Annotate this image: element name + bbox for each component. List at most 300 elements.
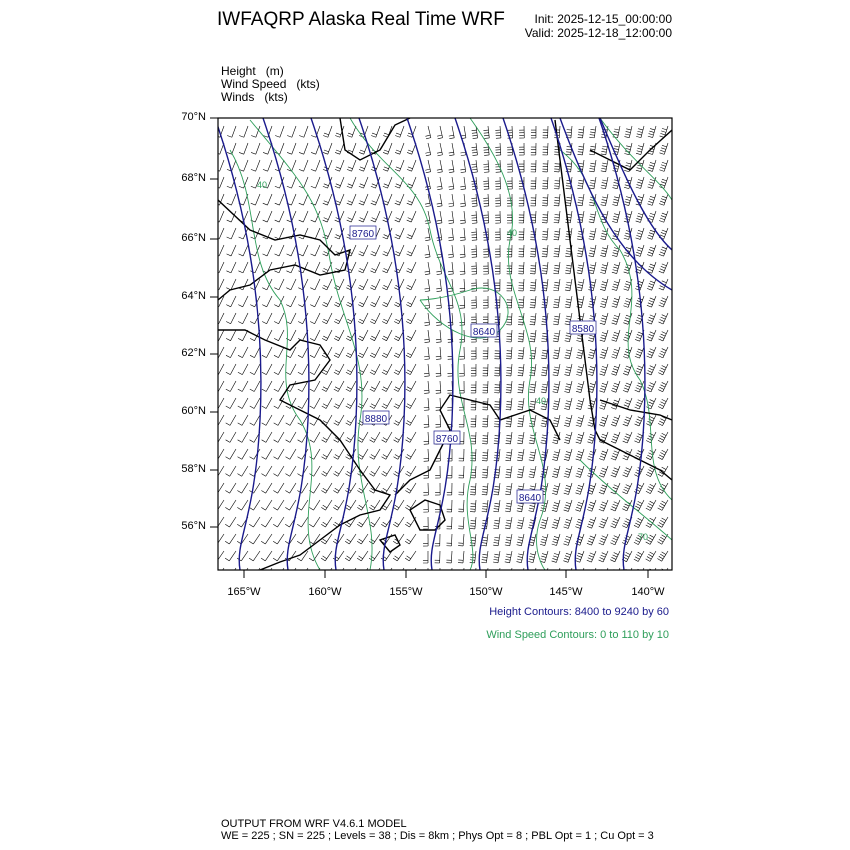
wind-barb bbox=[553, 347, 560, 359]
wind-barb bbox=[601, 194, 608, 206]
wind-barb bbox=[435, 483, 440, 495]
wind-barb bbox=[517, 398, 524, 410]
wind-barb bbox=[647, 279, 656, 290]
wind-barb bbox=[552, 466, 560, 478]
wind-barb bbox=[238, 313, 248, 324]
wind-barb bbox=[226, 262, 236, 273]
height-contour bbox=[599, 118, 645, 570]
wind-barb bbox=[647, 262, 656, 273]
wind-barb bbox=[587, 500, 596, 511]
wind-barb bbox=[406, 381, 416, 392]
height-contour bbox=[215, 118, 261, 570]
lon-tick-label: 150°W bbox=[469, 586, 503, 598]
wind-barb bbox=[552, 415, 560, 427]
wind-barb bbox=[471, 245, 476, 257]
height-label: 8580 bbox=[571, 324, 595, 335]
wind-barb bbox=[470, 449, 476, 461]
wind-barb bbox=[359, 245, 368, 256]
wind-barb bbox=[369, 466, 380, 476]
wind-barb bbox=[334, 381, 344, 392]
wind-barb bbox=[519, 126, 524, 138]
wind-barb bbox=[495, 126, 501, 138]
wind-barb bbox=[425, 126, 430, 139]
wind-barb bbox=[273, 483, 284, 493]
wind-barb bbox=[311, 245, 320, 256]
wind-barb bbox=[554, 194, 560, 206]
wind-barb bbox=[623, 415, 632, 426]
wind-barb bbox=[518, 381, 524, 393]
wind-barb bbox=[299, 245, 308, 256]
wind-barb bbox=[275, 211, 284, 222]
wind-barb bbox=[299, 126, 308, 137]
wind-barb bbox=[249, 551, 260, 561]
wind-barb bbox=[647, 296, 656, 307]
wind-barb bbox=[273, 517, 284, 527]
wind-barb bbox=[482, 466, 488, 478]
wind-barb bbox=[287, 126, 296, 137]
wind-barb bbox=[495, 245, 500, 257]
wind-barb bbox=[506, 398, 512, 410]
wind-barb bbox=[447, 398, 452, 410]
wind-barb bbox=[424, 432, 429, 444]
wind-barb bbox=[262, 381, 272, 392]
wind-contour bbox=[600, 118, 672, 200]
wind-barb bbox=[382, 262, 392, 273]
wind-barb bbox=[482, 483, 488, 495]
wind-barb bbox=[505, 483, 512, 495]
wind-barb bbox=[635, 245, 644, 256]
wind-barb bbox=[250, 364, 260, 375]
wind-barb bbox=[238, 381, 248, 392]
wind-barb bbox=[425, 279, 430, 292]
wind-barb bbox=[382, 313, 392, 324]
wind-barb bbox=[321, 500, 332, 510]
wind-barb bbox=[495, 211, 500, 223]
wind-barb bbox=[322, 330, 332, 341]
wind-barb bbox=[494, 347, 500, 359]
wind-barb bbox=[358, 398, 368, 408]
wind-barb bbox=[530, 262, 536, 274]
field-unit: (m) bbox=[265, 64, 284, 78]
wind-barb bbox=[471, 296, 476, 308]
wind-contour bbox=[250, 120, 372, 570]
wind-barb bbox=[611, 449, 620, 460]
wind-barb bbox=[358, 279, 368, 290]
wind-barb bbox=[406, 330, 416, 341]
wind-barb bbox=[251, 126, 260, 137]
wind-barb bbox=[599, 381, 608, 392]
wind-barb bbox=[460, 177, 465, 190]
wind-barb bbox=[285, 466, 296, 476]
wind-barb bbox=[611, 415, 620, 426]
wind-barb bbox=[370, 364, 380, 375]
wind-barb bbox=[286, 296, 296, 307]
field-unit: (kts) bbox=[264, 90, 288, 104]
wind-barb bbox=[249, 483, 260, 493]
wind-barb bbox=[648, 126, 656, 138]
wind-barb bbox=[588, 347, 596, 359]
wind-barb bbox=[359, 194, 368, 205]
wind-barb bbox=[577, 279, 584, 291]
wind-barb bbox=[262, 347, 272, 358]
wind-barb bbox=[577, 194, 584, 206]
wind-barb bbox=[274, 432, 284, 442]
wind-barb bbox=[346, 364, 356, 375]
wind-barb bbox=[448, 262, 453, 274]
wind-barb bbox=[449, 143, 454, 156]
wind-barb bbox=[611, 381, 620, 392]
wind-barb bbox=[369, 534, 380, 544]
wind-barb bbox=[529, 466, 536, 478]
wind-barb bbox=[370, 313, 380, 324]
wind-barb bbox=[425, 143, 430, 156]
wind-barb bbox=[225, 517, 236, 527]
wind-barb bbox=[358, 449, 368, 459]
wind-barb bbox=[599, 534, 608, 545]
wind-barb bbox=[530, 245, 536, 257]
wind-barb bbox=[249, 517, 260, 527]
lat-tick-label: 58°N bbox=[181, 463, 206, 475]
wind-barb bbox=[517, 466, 524, 478]
wind-barb bbox=[482, 449, 488, 461]
wind-barb bbox=[213, 466, 224, 476]
lat-tick-label: 64°N bbox=[181, 290, 206, 302]
wind-barb bbox=[634, 551, 644, 562]
wind-barb bbox=[437, 194, 442, 207]
wind-barb bbox=[395, 211, 404, 222]
wind-barb bbox=[647, 194, 656, 205]
wind-barb bbox=[554, 177, 560, 189]
wind-barb bbox=[446, 534, 452, 546]
wind-barb bbox=[239, 126, 248, 137]
wind-barb bbox=[346, 415, 356, 425]
wind-barb bbox=[238, 432, 248, 442]
wind-barb bbox=[322, 313, 332, 324]
wind-barb bbox=[564, 398, 572, 410]
wind-barb bbox=[636, 211, 644, 222]
wind-barb bbox=[553, 313, 560, 325]
wind-barb bbox=[517, 415, 524, 427]
wind-barb bbox=[299, 194, 308, 205]
wind-barb bbox=[553, 296, 560, 308]
wind-barb bbox=[542, 228, 548, 240]
wind-barb bbox=[646, 483, 656, 494]
wind-barb bbox=[405, 534, 416, 544]
wind-barb bbox=[610, 517, 620, 528]
wind-barb bbox=[471, 347, 476, 359]
wind-barb bbox=[636, 126, 644, 138]
wind-barb bbox=[371, 211, 380, 222]
wind-barb bbox=[518, 245, 524, 257]
wind-barb bbox=[406, 364, 416, 375]
wind-barb bbox=[565, 262, 572, 274]
wind-barb bbox=[506, 364, 512, 376]
wind-barb bbox=[460, 228, 465, 240]
wind-barb bbox=[425, 262, 430, 275]
wind-barb bbox=[658, 330, 668, 341]
wind-barb bbox=[369, 500, 380, 510]
wind-barb bbox=[460, 262, 465, 274]
footer-config: WE = 225 ; SN = 225 ; Levels = 38 ; Dis = 8km ; Phys Opt = 8 ; PBL Opt = 1 ; Cu Opt = 3 bbox=[221, 830, 654, 842]
wind-barb bbox=[322, 381, 332, 392]
wind-barb bbox=[519, 194, 524, 206]
wind-barb bbox=[286, 262, 296, 273]
wind-barb bbox=[648, 177, 656, 188]
wind-barb bbox=[286, 313, 296, 324]
wind-barb bbox=[518, 364, 524, 376]
wind-barb bbox=[226, 296, 236, 307]
wind-barb bbox=[531, 177, 536, 189]
wind-barb bbox=[227, 194, 236, 205]
wind-barb bbox=[647, 245, 656, 256]
wind-barb bbox=[250, 296, 260, 307]
wind-barb bbox=[214, 432, 224, 442]
wind-barb bbox=[472, 143, 478, 156]
wind-barb bbox=[553, 330, 560, 342]
wind-barb bbox=[371, 126, 380, 137]
wind-barb bbox=[483, 364, 488, 376]
wind-barb bbox=[564, 483, 572, 494]
wind-label: 40 bbox=[535, 396, 547, 406]
lat-tick-label: 70°N bbox=[181, 111, 206, 123]
wind-barb bbox=[517, 517, 524, 529]
wind-barb bbox=[518, 347, 524, 359]
wind-barb bbox=[458, 483, 464, 495]
wind-barb bbox=[447, 517, 452, 529]
coast-line bbox=[600, 400, 672, 420]
wind-barb bbox=[612, 194, 620, 206]
wind-barb bbox=[435, 415, 440, 427]
wind-barb bbox=[648, 160, 656, 171]
wind-barb bbox=[494, 398, 500, 410]
wind-barb bbox=[287, 245, 296, 256]
wind-barb bbox=[261, 500, 272, 510]
wind-barb bbox=[322, 279, 332, 290]
wind-barb bbox=[659, 143, 668, 154]
wind-barb bbox=[483, 126, 489, 138]
wind-barb bbox=[471, 262, 476, 274]
wind-barb bbox=[564, 364, 572, 376]
wind-barb bbox=[530, 296, 536, 308]
wind-barb bbox=[310, 296, 320, 307]
wind-barb bbox=[309, 517, 320, 527]
wind-barb bbox=[435, 534, 440, 546]
wind-barb bbox=[334, 347, 344, 358]
wind-barb bbox=[530, 279, 536, 291]
wind-barb bbox=[447, 364, 452, 376]
wind-barb bbox=[600, 364, 608, 375]
wind-barb bbox=[647, 313, 656, 324]
wind-barb bbox=[470, 432, 476, 444]
wind-barb bbox=[611, 466, 620, 477]
wind-barb bbox=[495, 194, 500, 206]
wind-barb bbox=[214, 449, 224, 459]
wind-barb bbox=[262, 313, 272, 324]
wind-barb bbox=[553, 262, 560, 274]
wind-barb bbox=[447, 381, 452, 393]
wind-barb bbox=[578, 126, 584, 138]
wind-barb bbox=[395, 177, 404, 188]
wind-barb bbox=[635, 347, 644, 358]
wind-barb bbox=[423, 500, 428, 512]
wind-barb bbox=[483, 245, 488, 257]
wind-barb bbox=[576, 432, 584, 443]
wind-barb bbox=[333, 500, 344, 510]
wind-barb bbox=[565, 347, 572, 359]
wind-barb bbox=[406, 398, 416, 408]
wind-barb bbox=[599, 500, 608, 511]
wind-barb bbox=[226, 398, 236, 408]
wind-barb bbox=[424, 364, 429, 376]
wind-barb bbox=[460, 279, 465, 291]
wind-barb bbox=[227, 228, 236, 239]
wind-barb bbox=[345, 534, 356, 544]
wind-barb bbox=[459, 364, 464, 376]
wind-barb bbox=[575, 500, 584, 511]
wind-barb bbox=[322, 432, 332, 442]
wind-barb bbox=[636, 228, 644, 239]
wind-barb bbox=[658, 449, 668, 460]
wind-barb bbox=[298, 364, 308, 375]
wind-barb bbox=[448, 194, 453, 207]
wind-barb bbox=[636, 143, 644, 155]
wind-barb bbox=[483, 194, 489, 206]
wind-barb bbox=[531, 143, 536, 155]
wind-barb bbox=[587, 534, 596, 545]
wind-barb bbox=[406, 313, 416, 324]
wind-barb bbox=[310, 381, 320, 392]
wind-barb bbox=[623, 347, 632, 358]
wind-barb bbox=[530, 313, 536, 325]
wind-barb bbox=[346, 381, 356, 392]
wind-barb bbox=[286, 364, 296, 375]
wind-barb bbox=[214, 262, 224, 273]
wind-barb bbox=[333, 483, 344, 493]
wind-barb bbox=[612, 313, 620, 324]
lon-tick-label: 140°W bbox=[631, 586, 665, 598]
wind-barb bbox=[261, 483, 272, 493]
wind-barb bbox=[370, 449, 380, 459]
wind-barb bbox=[274, 449, 284, 459]
wind-barb bbox=[530, 194, 536, 206]
wind-barb bbox=[646, 500, 656, 511]
wind-barb bbox=[322, 398, 332, 408]
wind-barb bbox=[335, 177, 344, 188]
wind-barb bbox=[576, 347, 584, 359]
wind-barb bbox=[601, 177, 608, 189]
height-label: 8880 bbox=[364, 414, 388, 425]
wind-barb bbox=[370, 262, 380, 273]
wind-barb bbox=[658, 347, 668, 358]
wind-barb bbox=[382, 296, 392, 307]
wind-barb bbox=[576, 364, 584, 376]
wind-barb bbox=[542, 262, 548, 274]
wind-barb bbox=[471, 211, 477, 223]
wind-barb bbox=[261, 466, 272, 476]
wind-barb bbox=[406, 262, 416, 273]
wind-barb bbox=[371, 194, 380, 205]
wind-contour bbox=[350, 118, 473, 570]
wind-barb bbox=[566, 194, 572, 206]
wind-barb bbox=[297, 517, 308, 527]
wind-barb bbox=[612, 245, 620, 257]
wind-barb bbox=[425, 245, 430, 258]
wind-barb bbox=[215, 245, 224, 256]
wind-barb bbox=[600, 228, 608, 240]
wind-barb bbox=[238, 364, 248, 375]
wind-barb bbox=[405, 466, 416, 476]
wind-barb bbox=[458, 517, 464, 529]
wind-barb bbox=[460, 194, 465, 207]
wind-barb bbox=[471, 313, 476, 325]
wind-barb bbox=[542, 177, 548, 189]
wind-barb bbox=[227, 126, 236, 137]
wind-barb bbox=[540, 534, 548, 546]
wind-barb bbox=[275, 143, 284, 154]
lon-tick-label: 160°W bbox=[308, 586, 342, 598]
wind-barb bbox=[483, 262, 488, 274]
lat-tick-label: 62°N bbox=[181, 347, 206, 359]
wind-barb bbox=[250, 398, 260, 408]
wind-barb bbox=[518, 279, 524, 291]
wind-barb bbox=[447, 500, 452, 512]
wind-barb bbox=[371, 245, 380, 256]
wind-barb bbox=[238, 296, 248, 307]
wind-barb bbox=[382, 432, 392, 442]
wind-barb bbox=[599, 551, 608, 562]
wind-barb bbox=[358, 262, 368, 273]
wind-barb bbox=[321, 551, 332, 561]
wind-barb bbox=[658, 381, 668, 392]
wind-barb bbox=[564, 449, 572, 461]
wind-barb bbox=[600, 347, 608, 358]
wind-contour-legend: Wind Speed Contours: 0 to 110 by 10 bbox=[486, 629, 669, 641]
wind-barb bbox=[215, 228, 224, 239]
wind-barb bbox=[624, 194, 632, 206]
wind-barb bbox=[261, 551, 272, 561]
wind-barb bbox=[659, 160, 668, 171]
wind-barb bbox=[239, 143, 248, 154]
wind-barb bbox=[226, 330, 236, 341]
wind-barb bbox=[407, 245, 416, 256]
wind-label: 40 bbox=[256, 180, 268, 190]
wind-barb bbox=[423, 551, 428, 563]
wind-barb bbox=[214, 398, 224, 408]
wind-barb bbox=[449, 177, 454, 190]
wind-barb bbox=[658, 517, 668, 527]
wind-barb bbox=[263, 211, 272, 222]
wind-barb bbox=[635, 415, 644, 426]
wind-barb bbox=[274, 364, 284, 375]
wind-barb bbox=[311, 143, 320, 154]
wind-barb bbox=[435, 551, 440, 563]
wind-barb bbox=[214, 296, 224, 307]
wind-barb bbox=[658, 432, 668, 443]
wind-barb bbox=[275, 126, 284, 137]
wind-barb bbox=[646, 415, 656, 426]
wind-barb bbox=[483, 347, 488, 359]
wind-barb bbox=[658, 364, 668, 375]
wind-barb bbox=[285, 500, 296, 510]
wind-barb bbox=[262, 364, 272, 375]
wind-barb bbox=[554, 228, 560, 240]
wind-barb bbox=[460, 296, 465, 308]
wind-barb bbox=[589, 211, 596, 223]
wind-barb bbox=[323, 211, 332, 222]
wind-barb bbox=[482, 415, 488, 427]
lon-tick-label: 155°W bbox=[389, 586, 423, 598]
wind-barb bbox=[552, 534, 560, 545]
